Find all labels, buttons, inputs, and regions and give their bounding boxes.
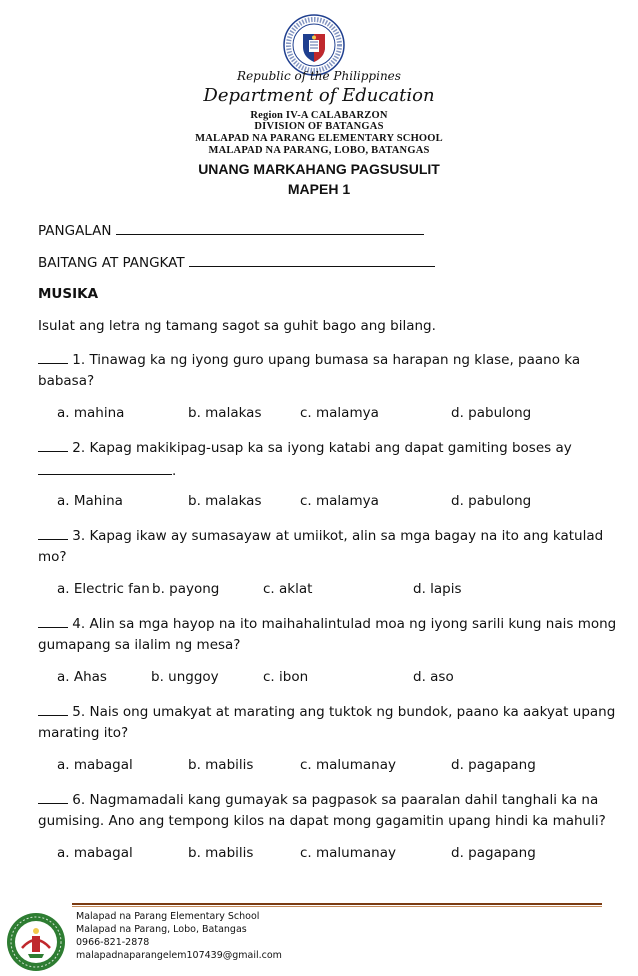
option-6d: d. pagapang	[451, 845, 536, 861]
option-2d: d. pabulong	[451, 493, 532, 509]
name-blank[interactable]	[116, 221, 424, 235]
question-3	[38, 526, 603, 544]
option-2b: b. malakas	[188, 493, 262, 509]
department-title: Department of Education	[203, 85, 435, 106]
question-2-text: 2. Kapag makikipag-usap ka sa iyong katabi ang dapat gamiting boses ay	[72, 440, 572, 456]
fill-in-blank-2[interactable]	[38, 461, 172, 475]
option-6c: c. malumanay	[300, 845, 396, 861]
school-line: MALAPAD NA PARANG ELEMENTARY SCHOOL	[195, 133, 443, 144]
question-5-cont: marating ito?	[38, 725, 129, 741]
exam-title: UNANG MARKAHANG PAGSUSULIT	[198, 161, 440, 177]
answer-blank-2[interactable]	[38, 438, 68, 452]
grade-label: BAITANG AT PANGKAT	[38, 255, 185, 271]
subject-title: MAPEH 1	[287, 181, 351, 197]
option-3d: d. lapis	[413, 581, 462, 597]
deped-seal-icon	[283, 14, 345, 76]
question-6-cont: gumising. Ano ang tempong kilos na dapat mong gagamitin upang hindi ka mahuli?	[38, 813, 606, 829]
option-4b: b. unggoy	[151, 669, 219, 685]
question-4-cont: gumapang sa ilalim ng mesa?	[38, 637, 241, 653]
question-4	[38, 614, 616, 632]
footer-rule-thin	[72, 906, 602, 907]
footer-email[interactable]: malapadnaparangelem107439@gmail.com	[76, 950, 282, 961]
question-2-cont	[38, 461, 176, 479]
option-2a: a. Mahina	[57, 493, 123, 509]
option-1b: b. malakas	[188, 405, 262, 421]
answer-blank-5[interactable]	[38, 702, 68, 716]
option-3b: b. payong	[152, 581, 220, 597]
footer-rule	[72, 903, 602, 905]
option-6a: a. mabagal	[57, 845, 133, 861]
answer-blank-6[interactable]	[38, 790, 68, 804]
question-5-text: 5. Nais ong umakyat at marating ang tuktok ng bundok, paano ka aakyat upang	[72, 704, 616, 720]
option-1c: c. malamya	[300, 405, 379, 421]
question-1	[38, 350, 580, 368]
option-1d: d. pabulong	[451, 405, 532, 421]
question-6-text: 6. Nagmamadali kang gumayak sa pagpasok sa paaralan dahil tanghali ka na	[72, 792, 599, 808]
division-line: DIVISION OF BATANGAS	[254, 121, 384, 132]
footer-address: Malapad na Parang, Lobo, Batangas	[76, 924, 247, 935]
footer-school: Malapad na Parang Elementary School	[76, 911, 260, 922]
option-6b: b. mabilis	[188, 845, 254, 861]
name-field	[38, 221, 424, 239]
question-1-cont: babasa?	[38, 373, 95, 389]
republic-line: Republic of the Philippines	[237, 69, 401, 83]
question-5	[38, 702, 615, 720]
answer-blank-1[interactable]	[38, 350, 68, 364]
option-5a: a. mabagal	[57, 757, 133, 773]
option-4a: a. Ahas	[57, 669, 107, 685]
region-line: Region IV-A CALABARZON	[250, 110, 388, 121]
option-5d: d. pagapang	[451, 757, 536, 773]
question-2	[38, 438, 572, 456]
grade-blank[interactable]	[189, 253, 435, 267]
option-4d: d. aso	[413, 669, 454, 685]
answer-blank-4[interactable]	[38, 614, 68, 628]
question-1-text: 1. Tinawag ka ng iyong guro upang bumasa sa harapan ng klase, paano ka	[72, 352, 581, 368]
section-heading: MUSIKA	[38, 286, 99, 302]
school-logo-icon	[6, 912, 66, 972]
option-2c: c. malamya	[300, 493, 379, 509]
grade-field	[38, 253, 435, 271]
footer-phone: 0966-821-2878	[76, 937, 150, 948]
name-label: PANGALAN	[38, 223, 112, 239]
question-3-text: 3. Kapag ikaw ay sumasayaw at umiikot, alin sa mga bagay na ito ang katulad	[72, 528, 604, 544]
question-4-text: 4. Alin sa mga hayop na ito maihahalintulad moa ng iyong sarili kung nais mong	[72, 616, 617, 632]
address-line: MALAPAD NA PARANG, LOBO, BATANGAS	[208, 145, 430, 156]
question-2-period: .	[172, 463, 177, 479]
option-5c: c. malumanay	[300, 757, 396, 773]
option-5b: b. mabilis	[188, 757, 254, 773]
question-3-cont: mo?	[38, 549, 67, 565]
option-4c: c. ibon	[263, 669, 309, 685]
option-3c: c. aklat	[263, 581, 313, 597]
answer-blank-3[interactable]	[38, 526, 68, 540]
instruction: Isulat ang letra ng tamang sagot sa guhit bago ang bilang.	[38, 318, 436, 334]
option-1a: a. mahina	[57, 405, 125, 421]
question-6	[38, 790, 598, 808]
option-3a: a. Electric fan	[57, 581, 150, 597]
